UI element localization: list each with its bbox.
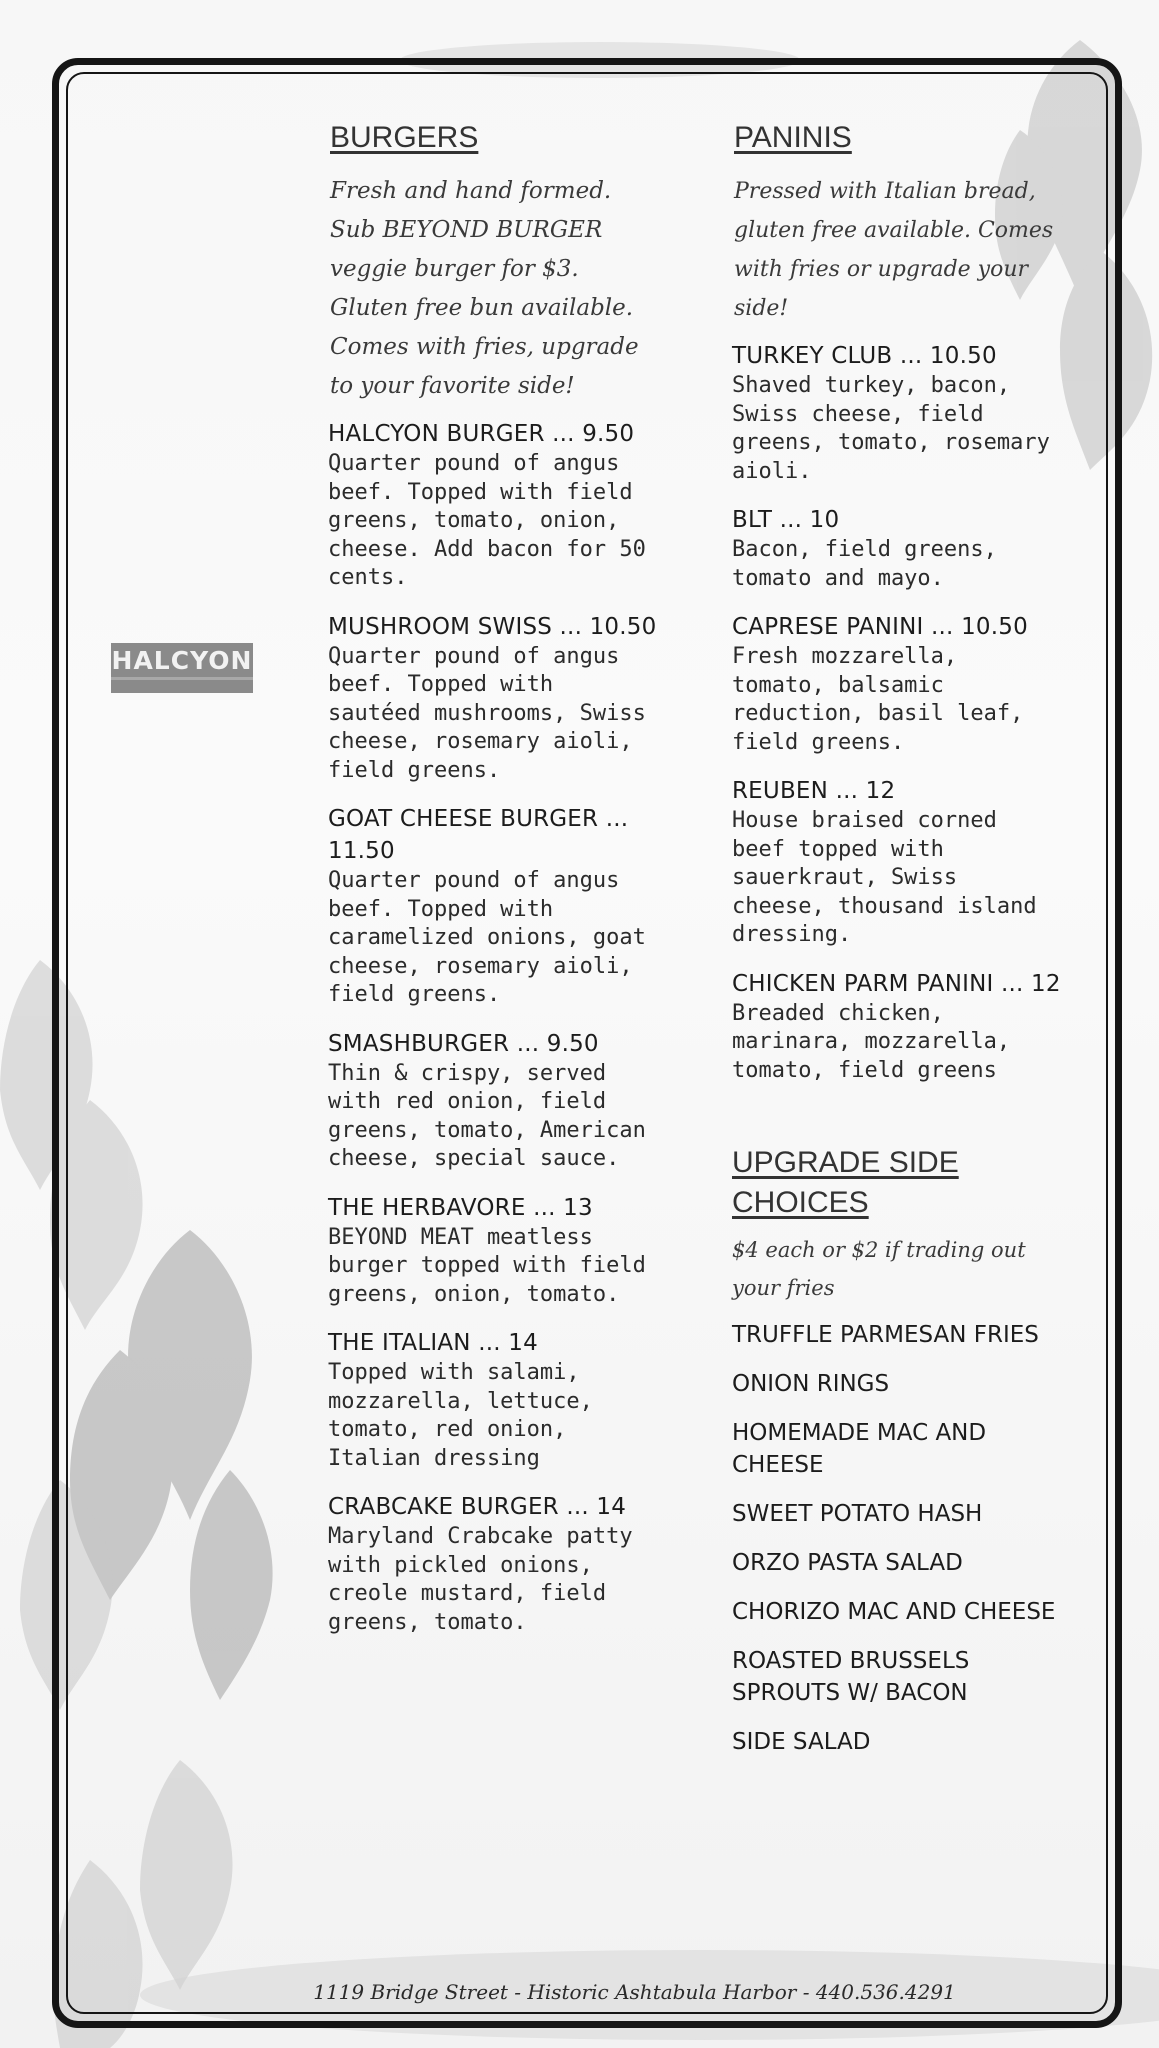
side-choice-item: ONION RINGS [732, 1371, 890, 1397]
logo-text: HALCYON [111, 646, 253, 675]
menu-item-description: Shaved turkey, bacon, Swiss cheese, field greens, tomato, rosemary aioli. [732, 373, 1050, 484]
menu-item-name: CHICKEN PARM PANINI ... 12 [732, 970, 1061, 997]
menu-item-name: SMASHBURGER ... 9.50 [328, 1030, 599, 1057]
menu-item [328, 611, 658, 786]
menu-item-description: Breaded chicken, marinara, mozzarella, tomato, field greens [732, 1000, 1011, 1083]
menu-item [328, 1327, 658, 1473]
menu-item [732, 611, 1062, 757]
menu-item-name: CAPRESE PANINI ... 10.50 [732, 614, 1028, 640]
menu-item-name: THE ITALIAN ... 14 [328, 1330, 538, 1356]
side-choice-item: CHORIZO MAC AND CHEESE [732, 1599, 1056, 1625]
footer-address: 1119 Bridge Street - Historic Ashtabula Harbor - 440.536.4291 [313, 1980, 956, 2004]
side-choice-item: SWEET POTATO HASH [732, 1501, 983, 1527]
menu-item [328, 1192, 658, 1310]
menu-item [328, 803, 658, 1010]
menu-item [328, 1491, 658, 1637]
sides-list [732, 1319, 1062, 1758]
paninis-list [732, 340, 1062, 1085]
burgers-list [328, 418, 658, 1637]
paninis-section [732, 118, 1062, 1775]
menu-item-description: BEYOND MEAT meatless burger topped with field greens, onion, tomato. [328, 1224, 646, 1307]
sides-description: $4 each or $2 if trading out your fries [732, 1238, 1026, 1300]
side-choice-item: ORZO PASTA SALAD [732, 1550, 963, 1576]
menu-item-name: TURKEY CLUB ... 10.50 [732, 343, 997, 369]
menu-item-name: THE HERBAVORE ... 13 [328, 1194, 593, 1221]
side-choice-item: TRUFFLE PARMESAN FRIES [732, 1322, 1039, 1348]
menu-item-name: BLT ... 10 [732, 507, 840, 533]
burgers-description: Fresh and hand formed. Sub BEYOND BURGER veggie burger for $3. Gluten free bun available. Comes with fries, upgrade to your favorite side! [330, 178, 639, 399]
side-choice-item: ROASTED BRUSSELS SPROUTS W/ BACON [732, 1648, 970, 1706]
menu-item-description: Maryland Crabcake patty with pickled onions, creole mustard, field greens, tomato. [328, 1524, 633, 1635]
side-choice-item: SIDE SALAD [732, 1729, 871, 1755]
menu-item [732, 775, 1062, 950]
sides-title: UPGRADE SIDE CHOICES [732, 1146, 959, 1219]
burgers-section [328, 118, 658, 1655]
menu-item [732, 504, 1062, 593]
menu-item [732, 340, 1062, 486]
side-choice-item: HOMEMADE MAC AND CHEESE [732, 1420, 987, 1478]
burgers-title: BURGERS [330, 121, 479, 154]
menu-item-description: House braised corned beef topped with sauerkraut, Swiss cheese, thousand island dressing. [732, 808, 1037, 947]
menu-item-name: CRABCAKE BURGER ... 14 [328, 1494, 627, 1520]
menu-item-name: REUBEN ... 12 [732, 778, 896, 804]
paninis-description: Pressed with Italian bread, gluten free available. Comes with fries or upgrade your side! [734, 179, 1054, 321]
menu-item-description: Thin & crispy, served with red onion, field greens, tomato, American cheese, special sauce. [328, 1060, 646, 1171]
menu-item-description: Quarter pound of angus beef. Topped with sautéed mushrooms, Swiss cheese, rosemary aioli, field greens. [328, 643, 646, 783]
halcyon-logo [111, 643, 253, 693]
menu-item [328, 1028, 658, 1174]
menu-item-description: Quarter pound of angus beef. Topped with field greens, tomato, onion, cheese. Add bacon for 50 cents. [328, 451, 646, 590]
menu-item [732, 968, 1062, 1086]
menu-item-description: Quarter pound of angus beef. Topped with caramelized onions, goat cheese, rosemary aioli, field greens. [328, 868, 646, 1007]
menu-item-name: HALCYON BURGER ... 9.50 [328, 421, 635, 447]
menu-item-name: GOAT CHEESE BURGER ... 11.50 [328, 806, 629, 864]
menu-item-name: MUSHROOM SWISS ... 10.50 [328, 613, 657, 640]
menu-item-description: Topped with salami, mozzarella, lettuce, tomato, red onion, Italian dressing [328, 1360, 593, 1471]
menu-item-description: Bacon, field greens, tomato and mayo. [732, 537, 997, 591]
paninis-title: PANINIS [734, 121, 852, 154]
logo-underline [111, 677, 253, 680]
menu-item [328, 418, 658, 593]
menu-item-description: Fresh mozzarella, tomato, balsamic reduction, basil leaf, field greens. [732, 644, 1024, 755]
